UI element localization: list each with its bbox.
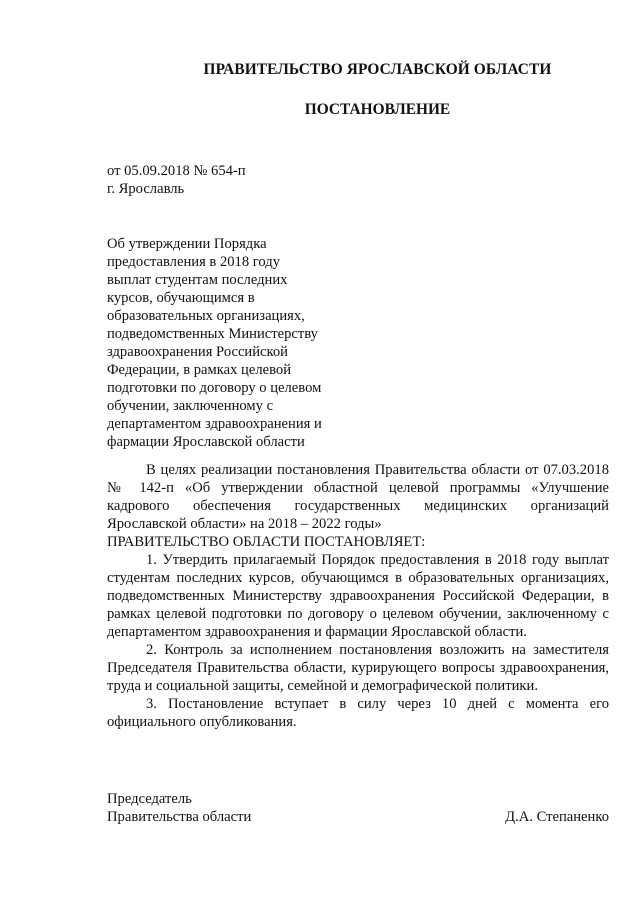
document-body: [107, 461, 609, 731]
item-2-paragraph: 2. Контроль за исполнением постановления возложить на заместителя Председателя Правительства области, курирующего вопросы здравоохранения, труда и социальной защиты, семейной и демографической политики.: [107, 642, 609, 694]
signature-block: [107, 790, 609, 826]
signatory-name: Д.А. Степаненко: [505, 809, 609, 825]
government-title: ПРАВИТЕЛЬСТВО ЯРОСЛАВСКОЙ ОБЛАСТИ: [203, 61, 552, 78]
signatory-position-line1: Председатель: [107, 791, 192, 807]
signatory-position-line2: Правительства области: [107, 809, 252, 825]
document-subject: Об утверждении Порядка предоставления в 2018 году выплат студентам последних курсов, обучающимся в образовательных организациях, подведомственных Министерству здравоохранения Российской Федерации, в рамках целевой подготовки по договору о целевом обучении, заключенному с департаментом здравоохранения и фармации Ярославской области: [107, 236, 322, 450]
city: г. Ярославль: [107, 181, 185, 197]
signature-row: [107, 808, 609, 826]
date-number: от 05.09.2018 № 654-п: [107, 163, 246, 179]
item-3-paragraph: 3. Постановление вступает в силу через 10 дней с момента его официального опубликования.: [107, 696, 609, 730]
document-meta: [107, 162, 246, 198]
item-1-paragraph: 1. Утвердить прилагаемый Порядок предоставления в 2018 году выплат студентам последних курсов, обучающимся в образовательных организациях, подведомственных Министерству здравоохранения Российской Федерации, в рамках целевой подготовки по договору о целевом обучении, заключенному с департаментом здравоохранения и фармации Ярославской области.: [107, 552, 609, 640]
document-type-title: ПОСТАНОВЛЕНИЕ: [304, 101, 451, 118]
preamble-paragraph: В целях реализации постановления Правительства области от 07.03.2018 № 142-п «Об утверждении областной целевой программы «Улучшение кадрового обеспечения государственных медицинских организаций Ярославской области» на 2018 – 2022 годы»: [107, 462, 609, 532]
resolves-line: ПРАВИТЕЛЬСТВО ОБЛАСТИ ПОСТАНОВЛЯЕТ:: [107, 534, 426, 550]
